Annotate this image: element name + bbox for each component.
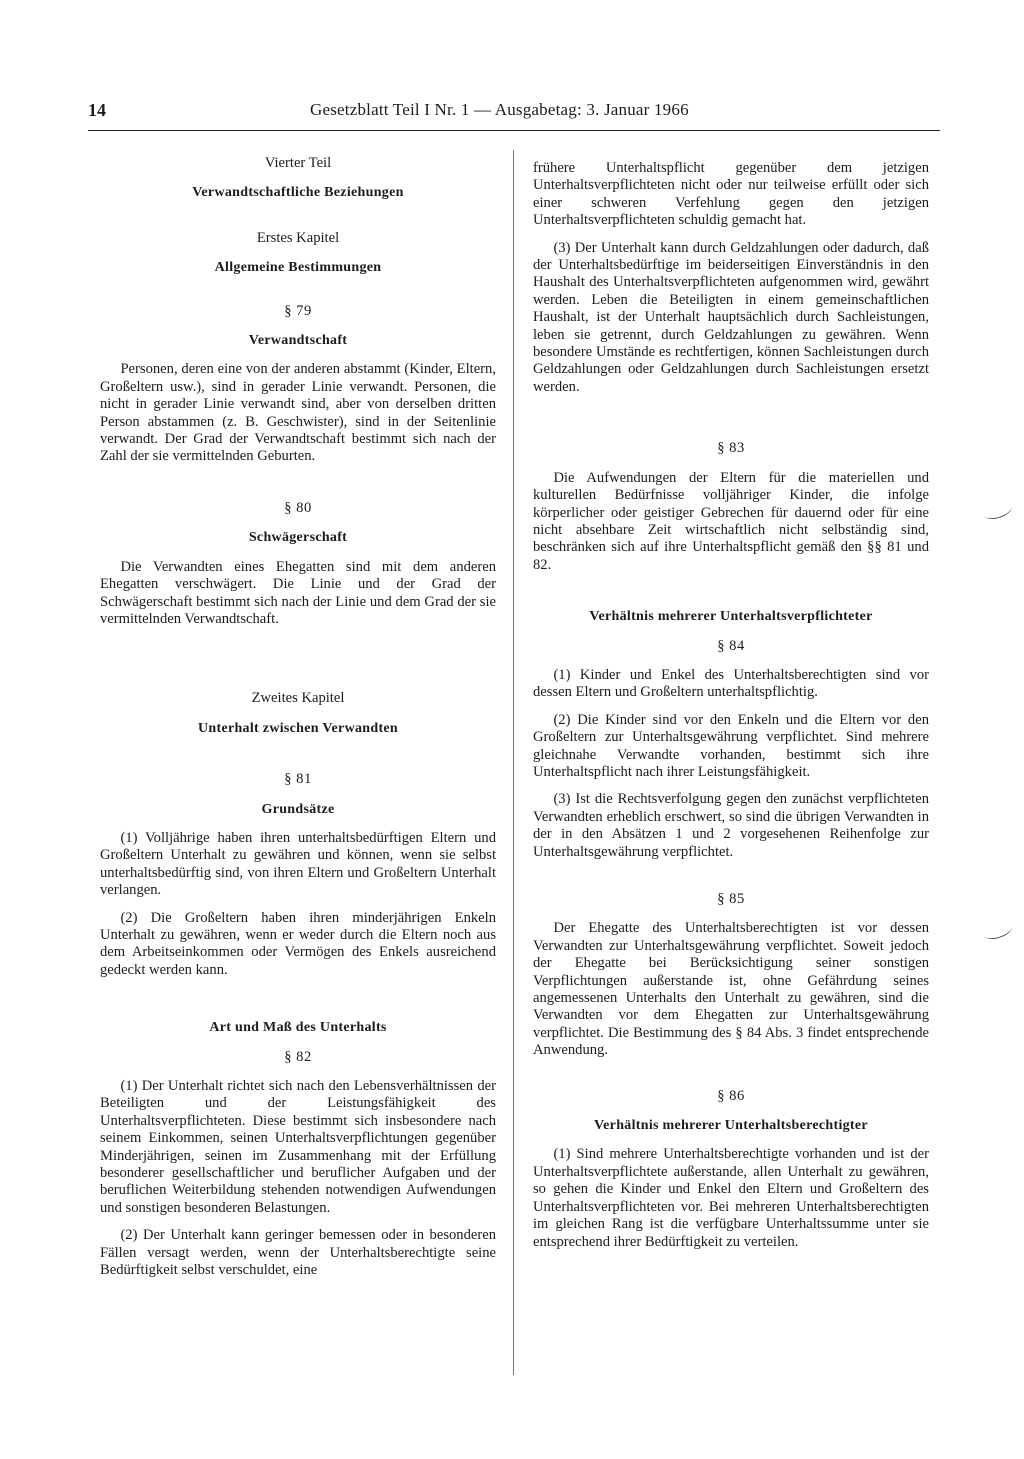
section-81-number: § 81: [284, 771, 312, 788]
margin-tick-mark: [983, 501, 1014, 522]
section-85-number: § 85: [717, 891, 745, 907]
section-86-number: § 86: [717, 1087, 745, 1104]
gazette-title: Gesetzblatt Teil I Nr. 1 — Ausgabetag: 3. Januar 1966: [310, 100, 689, 119]
right-column: [533, 160, 929, 1251]
section-80-title: Schwägerschaft: [248, 530, 348, 546]
part-title: Verwandtschaftliche Beziehungen: [192, 185, 404, 201]
section-81-paragraph-2: (2) Die Großeltern haben ihren minderjährigen Enkeln Unterhalt zu gewähren, wenn er weder durch die Eltern noch aus dem Arbeitseinkommen oder Vermögen des Enkels ausreichend gedeckt werden kann.: [100, 909, 496, 978]
column-divider: [513, 150, 514, 1375]
section-82-heading: Art und Maß des Unterhalts: [209, 1020, 387, 1036]
section-84-paragraph-2: (2) Die Kinder sind vor den Enkeln und die Eltern vor den Großeltern zur Unterhaltsgewährung verpflichtet. Sind mehrere gleichnahe Verwandte vorhanden, bestimmt sich ihre Unterhaltspflicht nach ihrer Leistungsfähigkeit.: [533, 711, 929, 780]
section-86-paragraph-1: (1) Sind mehrere Unterhaltsberechtigte vorhanden und ist der Unterhaltsverpflichtete außerstande, allen Unterhalt zu gewähren, so gehen die Kinder und Enkel den Eltern und Großeltern des Unterhaltsverpflichteten vor. Bei mehreren Unterhaltsberechtigten im gleichen Rang ist die verfügbare Unterhaltssumme unter sie entsprechend ihrer Bedürftigkeit zu verteilen.: [533, 1146, 929, 1250]
section-79-number: § 79: [284, 302, 312, 319]
page-number: 14: [88, 100, 106, 120]
section-84-heading: Verhältnis mehrerer Unterhaltsverpflichteter: [589, 609, 873, 625]
section-82-number: § 82: [284, 1048, 312, 1065]
section-83-number: § 83: [717, 440, 745, 457]
section-83-text: Die Aufwendungen der Eltern für die materiellen und kulturellen Bedürfnisse volljähriger Kinder, die infolge körperlicher oder geistiger Gebrechen für dauernd oder für eine nicht absehbare Zeit wirtschaftlich nicht selbständig sind, beschränken sich auf ihre Unterhaltspflicht gemäß den §§ 81 und 82.: [533, 469, 929, 573]
section-81-paragraph-1: (1) Volljährige haben ihren unterhaltsbedürftigen Eltern und Großeltern Unterhalt zu gewähren und können, wenn sie selbst unterhaltsbedürftig sind, von ihren Eltern und Großeltern Unterhalt verlangen.: [100, 829, 496, 899]
margin-tick-mark: [983, 921, 1014, 942]
section-79-text: Personen, deren eine von der anderen abstammt (Kinder, Eltern, Großeltern usw.), sind in gerader Linie verwandt. Personen, die nicht in gerader Linie verwandt sind, aber von derselben dritten Person abstammen (z. B. Geschwister), sind in der Seitenlinie verwandt. Der Grad der Verwandtschaft bestimmt sich nach der Zahl der sie vermittelnden Geburten.: [100, 361, 496, 465]
section-82-paragraph-3: (3) Der Unterhalt kann durch Geldzahlungen oder dadurch, daß der Unterhaltsbedürftige im beiderseitigen Einverständnis in den Haushalt des Unterhaltsverpflichteten aufgenommen wird, gewährt werden. Leben die Beteiligten in einem gemeinschaftlichen Haushalt, ist der Unterhalt hauptsächlich durch Sachleistungen, leben sie getrennt, durch Geldzahlungen zu gewähren. Wenn besondere Umstände es rechtfertigen, können Sachleistungen durch Geldzahlungen oder Geldzahlungen durch Sachleistungen ersetzt werden.: [533, 239, 929, 395]
chapter-2-label: Zweites Kapitel: [251, 690, 345, 707]
section-86-title: Verhältnis mehrerer Unterhaltsberechtigter: [594, 1118, 868, 1134]
chapter-1-label: Erstes Kapitel: [256, 229, 340, 246]
page-header: [88, 100, 940, 131]
section-80-number: § 80: [284, 499, 312, 516]
part-label: Vierter Teil: [264, 155, 332, 171]
section-82-paragraph-2: (2) Der Unterhalt kann geringer bemessen oder in besonderen Fällen versagt werden, wenn der Unterhaltsberechtigte seine Bedürftigkeit selbst verschuldet, eine: [100, 1227, 496, 1279]
chapter-1-title: Allgemeine Bestimmungen: [214, 260, 382, 276]
chapter-2-title: Unterhalt zwischen Verwandten: [197, 720, 399, 736]
left-column: [100, 155, 496, 1279]
section-84-number: § 84: [717, 637, 745, 654]
section-80-text: Die Verwandten eines Ehegatten sind mit dem anderen Ehegatten verschwägert. Die Linie und der Grad der Schwägerschaft bestimmt sich nach der Linie und dem Grad der sie vermittelnden Verwandtschaft.: [100, 558, 496, 627]
section-82-paragraph-1: (1) Der Unterhalt richtet sich nach den Lebensverhältnissen der Beteiligten und der Leistungsfähigkeit des Unterhaltsverpflichteten. Diese bestimmt sich insbesondere nach seinem Einkommen, seinen Unterhaltsverpflichtungen gegenüber Minderjährigen, seinen im Zusammenhang mit der Erfüllung besonderer gesellschaftlicher und beruflicher Aufgaben und der beruflichen Weiterbildung stehenden notwendigen Aufwendungen und sonstigen besonderen Belastungen.: [100, 1078, 496, 1216]
section-84-paragraph-3: (3) Ist die Rechtsverfolgung gegen den zunächst verpflichteten Verwandten erheblich erschwert, so sind die übrigen Verwandten in der in den Absätzen 1 und 2 vorgesehenen Reihenfolge zur Unterhaltsgewährung verpflichtet.: [533, 791, 929, 860]
section-84-paragraph-1: (1) Kinder und Enkel des Unterhaltsberechtigten sind vor dessen Eltern und Großeltern unterhaltspflichtig.: [533, 666, 929, 701]
section-82-continuation: frühere Unterhaltspflicht gegenüber dem jetzigen Unterhaltsverpflichteten nicht oder nur teilweise erfüllt oder sich einer schweren Verfehlung gegen den jetzigen Unterhaltsverpflichteten schuldig gemacht hat.: [533, 160, 929, 229]
section-85-text: Der Ehegatte des Unterhaltsberechtigten ist vor dessen Verwandten zur Unterhaltsgewährung verpflichtet. Soweit jedoch der Ehegatte bei Berücksichtigung seiner sonstigen Verpflichtungen außerstande ist, ohne Gefährdung seines angemessenen Unterhalts den Unterhalt zu gewähren, sind die Verwandten vor dem Ehegatten zur Unterhaltsgewährung verpflichtet. Die Bestimmung des § 84 Abs. 3 findet entsprechende Anwendung.: [533, 920, 929, 1059]
section-81-title: Grundsätze: [261, 801, 335, 817]
section-79-title: Verwandtschaft: [248, 333, 348, 349]
